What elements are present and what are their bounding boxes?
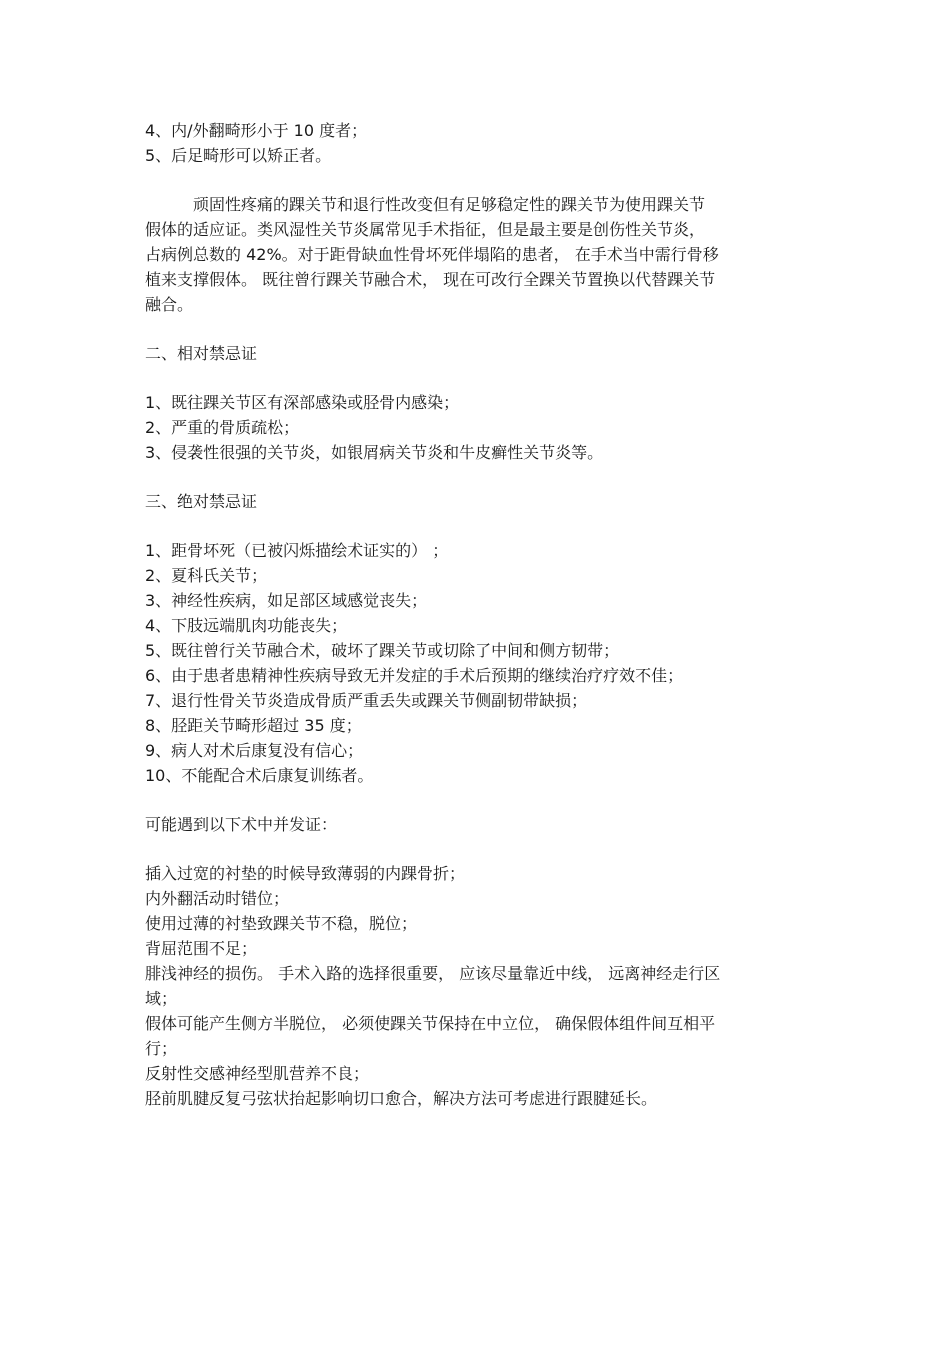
- spacer: [145, 788, 810, 812]
- paragraph-line: 融合。: [145, 295, 194, 314]
- list-item: 8、胫距关节畸形超过 35 度；: [145, 716, 362, 735]
- spacer: [145, 514, 810, 538]
- list-item: 7、退行性骨关节炎造成骨质严重丢失或踝关节侧副韧带缺损；: [145, 691, 588, 710]
- list-item: 10、不能配合术后康复训练者。: [145, 766, 374, 785]
- list-item: 2、严重的骨质疏松；: [145, 418, 300, 437]
- list-item: 5、既往曾行关节融合术，破坏了踝关节或切除了中间和侧方韧带；: [145, 641, 620, 660]
- spacer: [145, 168, 810, 192]
- section-heading-relative: 二、相对禁忌证: [145, 344, 258, 363]
- complication-line: 行；: [145, 1039, 178, 1058]
- list-item: 9、病人对术后康复没有信心；: [145, 741, 364, 760]
- paragraph-line: 占病例总数的 42%。对于距骨缺血性骨坏死伴塌陷的患者， 在手术当中需行骨移: [145, 245, 719, 264]
- spacer: [145, 837, 810, 861]
- spacer: [145, 465, 810, 489]
- paragraph-line: 假体的适应证。类风湿性关节炎属常见手术指征，但是最主要是创伤性关节炎，: [145, 220, 706, 239]
- complication-line: 反射性交感神经型肌营养不良；: [145, 1064, 370, 1083]
- complication-line: 使用过薄的衬垫致踝关节不稳，脱位；: [145, 914, 418, 933]
- complication-line: 内外翻活动时错位；: [145, 889, 290, 908]
- list-item: 3、神经性疾病，如足部区域感觉丧失；: [145, 591, 428, 610]
- indications-paragraph: [145, 192, 805, 317]
- section-heading-absolute: 三、绝对禁忌证: [145, 492, 258, 511]
- spacer: [145, 366, 810, 390]
- complication-line: 胫前肌腱反复弓弦状抬起影响切口愈合，解决方法可考虑进行跟腱延长。: [145, 1089, 658, 1108]
- complication-line: 域；: [145, 989, 178, 1008]
- document-body: [145, 118, 810, 1111]
- paragraph-line: 植来支撑假体。 既往曾行踝关节融合术， 现在可改行全踝关节置换以代替踝关节: [145, 270, 716, 289]
- complication-line: 插入过宽的衬垫的时候导致薄弱的内踝骨折；: [145, 864, 466, 883]
- spacer: [145, 317, 810, 341]
- list-item: 5、后足畸形可以矫正者。: [145, 146, 332, 165]
- list-item: 1、距骨坏死（已被闪烁描绘术证实的） ；: [145, 541, 449, 560]
- list-item: 4、内/外翻畸形小于 10 度者；: [145, 121, 368, 140]
- paragraph-line: 顽固性疼痛的踝关节和退行性改变但有足够稳定性的踝关节为使用踝关节: [193, 195, 706, 214]
- complication-line: 背屈范围不足；: [145, 939, 258, 958]
- list-item: 3、侵袭性很强的关节炎，如银屑病关节炎和牛皮癣性关节炎等。: [145, 443, 604, 462]
- list-item: 6、由于患者患精神性疾病导致无并发症的手术后预期的继续治疗疗效不佳；: [145, 666, 684, 685]
- list-item: 4、下肢远端肌肉功能丧失；: [145, 616, 348, 635]
- list-item: 2、夏科氏关节；: [145, 566, 268, 585]
- section-heading-complications: 可能遇到以下术中并发证：: [145, 815, 338, 834]
- list-item: 1、既往踝关节区有深部感染或胫骨内感染；: [145, 393, 460, 412]
- complication-line: 腓浅神经的损伤。 手术入路的选择很重要， 应该尽量靠近中线， 远离神经走行区: [145, 964, 721, 983]
- complication-line: 假体可能产生侧方半脱位， 必须使踝关节保持在中立位， 确保假体组件间互相平: [145, 1014, 716, 1033]
